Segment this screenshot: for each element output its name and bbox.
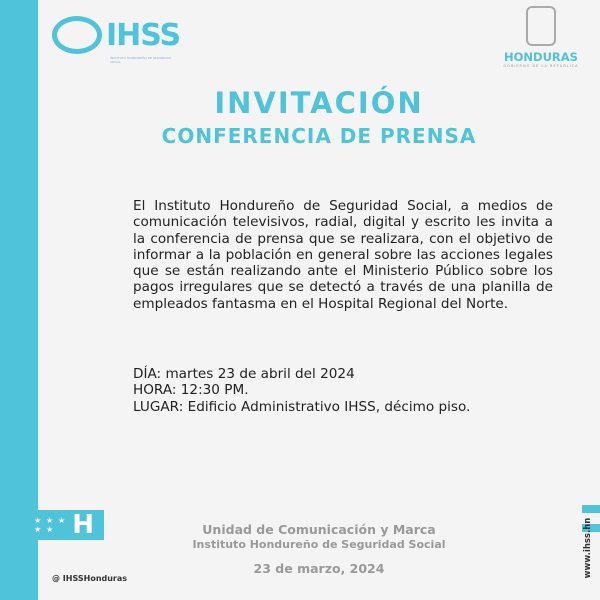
event-day: DÍA: martes 23 de abril del 2024	[133, 366, 355, 382]
stars-icon: ★ ★ ★ ★ ★	[34, 516, 67, 534]
event-time: HORA: 12:30 PM.	[133, 382, 249, 399]
website-url: www.ihss.hn	[583, 517, 593, 579]
event-details	[133, 366, 553, 415]
right-accent-bar	[582, 505, 600, 513]
coat-of-arms-icon	[526, 6, 556, 46]
invitation-body: El Instituto Hondureño de Seguridad Social, a medios de comunicación televisivos, radial, digital y escrito les invita a la conferencia de prensa que se realizara, con el objetivo de informar a la población en general sobre las acciones legales que se están realizando ante el Ministerio Público sobre los pagos irregulares que se detectó a través de una planilla de empleados fantasma en el Hospital Regional del Norte.	[133, 198, 553, 312]
footer-date: 23 de marzo, 2024	[253, 561, 385, 576]
event-place: LUGAR: Edificio Administrativo IHSS, décimo piso.	[133, 398, 471, 415]
footer-institute: Instituto Hondureño de Seguridad Social	[192, 538, 446, 551]
honduras-logo-subtitle: GOBIERNO DE LA REPÚBLICA	[503, 64, 579, 68]
badge-letter: H	[72, 510, 94, 540]
page-subtitle: CONFERENCIA DE PRENSA	[161, 124, 477, 148]
social-handle: @ IHSSHonduras	[52, 574, 128, 583]
honduras-logo	[496, 6, 586, 68]
ihss-logo-subtitle: INSTITUTO HONDUREÑO DE SEGURIDAD SOCIAL	[110, 56, 171, 64]
page-title: INVITACIÓN	[214, 86, 424, 120]
ihss-logo	[52, 16, 181, 64]
ihss-logo-icon	[52, 16, 102, 54]
ihss-logo-text: IHSS	[106, 17, 181, 53]
honduras-logo-text: HONDURAS	[504, 50, 578, 64]
footer-unit: Unidad de Comunicación y Marca	[202, 522, 436, 537]
